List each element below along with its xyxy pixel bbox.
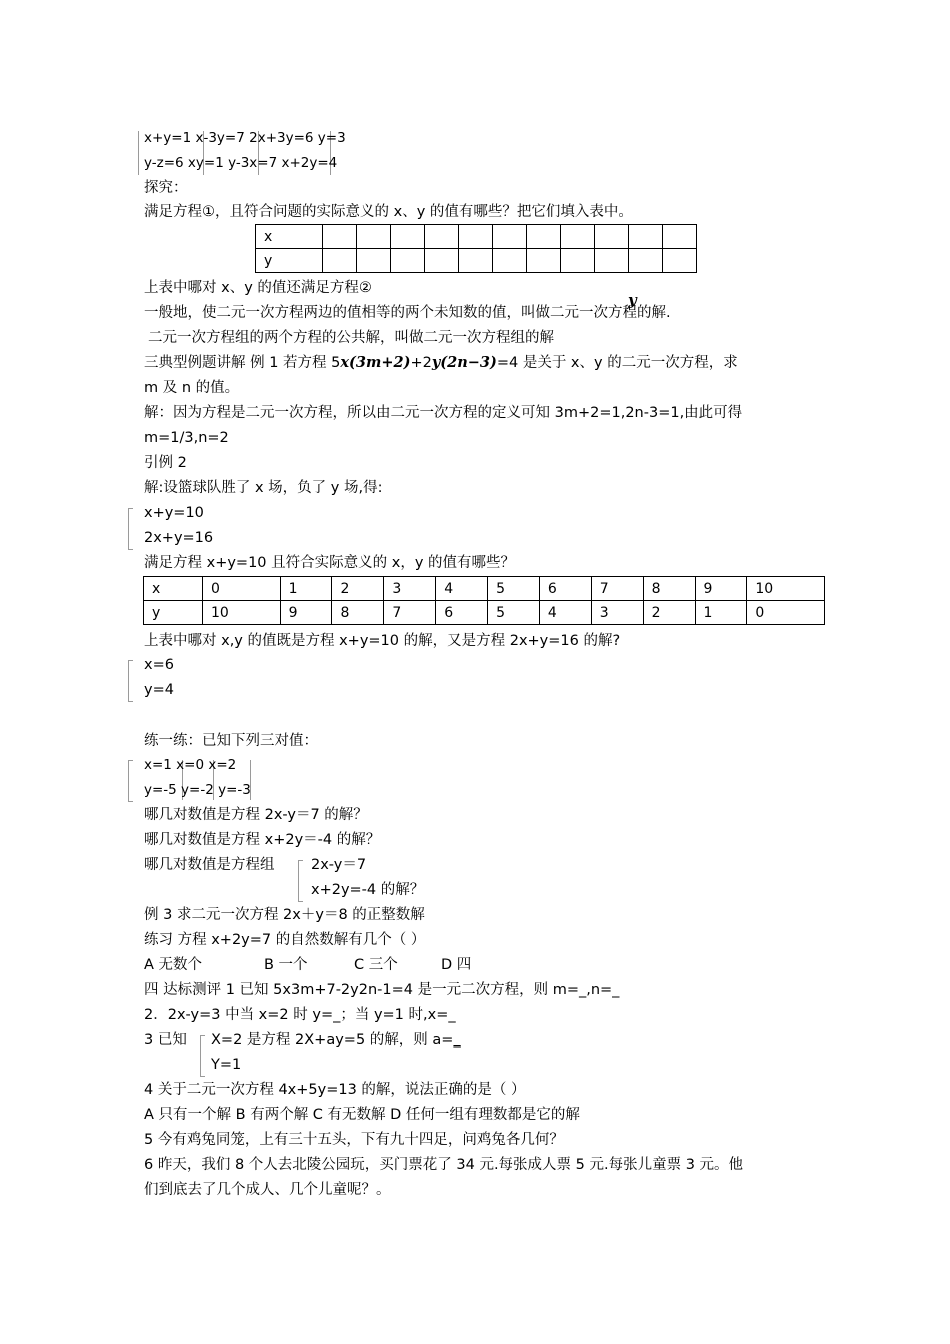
table-cell: 6 [539, 577, 591, 601]
answer-y: y=4 [144, 682, 174, 698]
table-cell: 0 [203, 577, 281, 601]
table-cell [629, 249, 663, 273]
test-3-line-2: Y=1 [211, 1057, 242, 1073]
practice-intro: 练一练：已知下列三对值： [144, 733, 318, 749]
table-cell [323, 249, 357, 273]
test-2: 2．2x-y=3 中当 x=2 时 y=_；当 y=1 时,x=_ [144, 1007, 456, 1023]
question-both: 上表中哪对 x,y 的值既是方程 x+y=10 的解，又是方程 2x+y=16 的解? [144, 633, 621, 649]
table-cell: 5 [488, 601, 540, 625]
question-table-2: 满足方程 x+y=10 且符合实际意义的 x，y 的值有哪些？ [144, 555, 516, 571]
definition-system: 二元一次方程组的两个方程的公共解，叫做二元一次方程组的解 [148, 330, 554, 346]
table-cell [527, 225, 561, 249]
table-row-label: y [256, 249, 323, 273]
table-cell [459, 225, 493, 249]
pairs-line-2: y=-5 y=-2 y=-3 [144, 782, 251, 798]
test-4: 4 关于二元一次方程 4x+5y=13 的解，说法正确的是（ ） [144, 1082, 526, 1098]
table-cell [425, 225, 459, 249]
choice-d: D 四 [441, 957, 472, 973]
table-row-label: x [256, 225, 323, 249]
table-cell [561, 225, 595, 249]
example-1-prefix: 三典型例题讲解 例 1 若方程 5 [144, 355, 341, 371]
test-5: 5 今有鸡兔同笼，上有三十五头，下有九十四足，问鸡兔各几何？ [144, 1132, 564, 1148]
table-cell: 1 [280, 577, 332, 601]
system-brace [200, 1035, 205, 1077]
table-cell: 2 [643, 601, 695, 625]
choice-b: B 一个 [264, 957, 308, 973]
example-3: 例 3 求二元一次方程 2x＋y＝8 的正整数解 [144, 907, 425, 923]
table-cell: 6 [436, 601, 488, 625]
table-cell: 2 [332, 577, 384, 601]
table-cell: 10 [747, 577, 825, 601]
question-2: 哪几对数值是方程 x+2y＝-4 的解？ [144, 832, 381, 848]
question-1: 哪几对数值是方程 2x-y＝7 的解？ [144, 807, 368, 823]
test-6-line-1: 6 昨天，我们 8 个人去北陵公园玩，买门票花了 34 元.每张成人票 5 元.每张儿童票 3 元。他 [144, 1157, 744, 1173]
question-eq2: 上表中哪对 x、y 的值还满足方程② [144, 280, 372, 296]
table-row-label: y [144, 601, 203, 625]
question-3-line-1: 2x-y＝7 [311, 857, 367, 873]
table-cell: 0 [747, 601, 825, 625]
system-brace [128, 660, 133, 702]
example-1-mid: +2 [410, 355, 432, 371]
table-cell [323, 225, 357, 249]
table-cell: 4 [539, 601, 591, 625]
system-2-line-2: 2x+y=16 [144, 530, 214, 546]
solution-1-line-2: m=1/3,n=2 [144, 430, 229, 446]
example-1-math-2: y(2n−3) [431, 354, 497, 371]
choice-c: C 三个 [354, 957, 398, 973]
question-3-prefix: 哪几对数值是方程组 [144, 857, 275, 873]
system-brace [128, 760, 133, 802]
table-cell: 9 [280, 601, 332, 625]
test-3-text: X=2 是方程 2X+ay=5 的解，则 a= [211, 1032, 454, 1048]
table-cell [357, 225, 391, 249]
table-cell [391, 249, 425, 273]
table-row [144, 601, 825, 625]
table-cell [561, 249, 595, 273]
table-cell: 4 [436, 577, 488, 601]
test-3-prefix: 3 已知 [144, 1032, 187, 1048]
table-cell [493, 225, 527, 249]
table-row [256, 225, 697, 249]
table-cell [663, 249, 697, 273]
table-cell: 8 [332, 601, 384, 625]
table-cell [629, 225, 663, 249]
intro-example-2: 引例 2 [144, 455, 187, 471]
answer-x: x=6 [144, 657, 174, 673]
table-cell: 1 [695, 601, 747, 625]
floating-y: y [628, 291, 637, 309]
definition-solution: 一般地，使二元一次方程两边的值相等的两个未知数的值，叫做二元一次方程的解. [144, 305, 671, 321]
practice-2: 练习 方程 x+2y=7 的自然数解有几个（ ） [144, 932, 426, 948]
table-row [256, 249, 697, 273]
table-cell [357, 249, 391, 273]
table-cell: 10 [203, 601, 281, 625]
table-cell: 7 [591, 577, 643, 601]
test-3-line-1 [211, 1030, 461, 1050]
table-cell [391, 225, 425, 249]
xy-values-table [143, 576, 825, 625]
system-brace [298, 860, 303, 902]
test-6-line-2: 们到底去了几个成人、几个儿童呢？。 [144, 1182, 391, 1198]
system-brace [128, 508, 133, 550]
table-cell [527, 249, 561, 273]
question-3-line-2: x+2y=-4 的解？ [311, 882, 425, 898]
test-4-options: A 只有一个解 B 有两个解 C 有无数解 D 任何一组有理数都是它的解 [144, 1107, 580, 1123]
example-1-line-2: m 及 n 的值。 [144, 380, 240, 396]
solution-1-line-1: 解：因为方程是二元一次方程，所以由二元一次方程的定义可知 3m+2=1,2n-3=1,由此可得 [144, 405, 743, 421]
systems-line-1: x+y=1 x-3y=7 2x+3y=6 y=3 [144, 130, 346, 146]
table-cell [663, 225, 697, 249]
example-1-line-1 [144, 353, 738, 373]
table-cell [595, 249, 629, 273]
table-cell: 3 [591, 601, 643, 625]
table-cell [459, 249, 493, 273]
table-cell [425, 249, 459, 273]
explore-question: 满足方程①，且符合问题的实际意义的 x、y 的值有哪些？把它们填入表中。 [144, 204, 633, 220]
test-heading: 四 达标测评 1 已知 5x3m+7-2y2n-1=4 是一元二次方程，则 m=_,n=_ [144, 982, 620, 998]
table-cell: 3 [384, 577, 436, 601]
empty-xy-table [255, 224, 697, 273]
table-row-label: x [144, 577, 203, 601]
table-cell: 7 [384, 601, 436, 625]
explore-heading: 探究： [144, 180, 188, 196]
table-cell [595, 225, 629, 249]
table-cell: 5 [488, 577, 540, 601]
test-3-blank: _ [453, 1032, 461, 1048]
pairs-line-1: x=1 x=0 x=2 [144, 757, 237, 773]
table-cell: 9 [695, 577, 747, 601]
table-cell [493, 249, 527, 273]
solution-2-setup: 解:设篮球队胜了 x 场，负了 y 场,得: [144, 480, 383, 496]
system-brace [138, 131, 139, 175]
system-2-line-1: x+y=10 [144, 505, 204, 521]
table-row [144, 577, 825, 601]
systems-line-2: y-z=6 xy=1 y-3x=7 x+2y=4 [144, 155, 338, 171]
example-1-math: x(3m+2) [340, 354, 411, 371]
table-cell: 8 [643, 577, 695, 601]
choice-a: A 无数个 [144, 957, 203, 973]
example-1-suffix: =4 是关于 x、y 的二元一次方程，求 [496, 355, 738, 371]
